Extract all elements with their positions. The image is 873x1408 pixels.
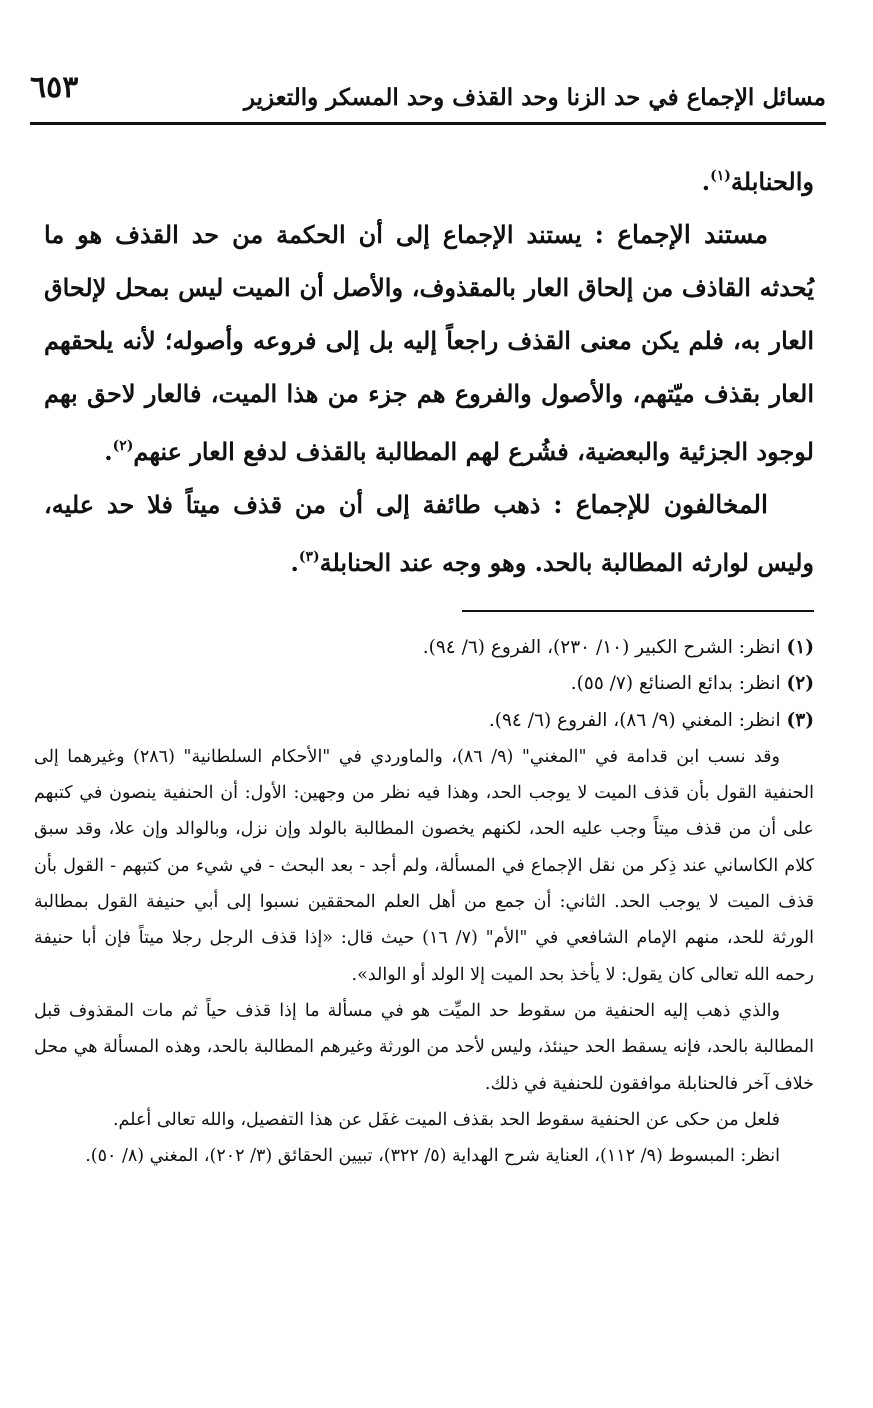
page-number: ٦٥٣: [30, 70, 79, 105]
footnote-ref-1: (١): [710, 168, 731, 184]
footnote-3-note-4: انظر: المبسوط (٩/ ١١٢)، العناية شرح الهداية (٥/ ٣٢٢)، تبيين الحقائق (٣/ ٢٠٢)، المغني (٨/ ٥٠).: [85, 1146, 780, 1167]
footnote-ref-3: (٣): [298, 549, 320, 565]
footnote-separator: [462, 610, 814, 612]
footnote-text: انظر: الشرح الكبير (١٠/ ٢٣٠)، الفروع (٦/ ٩٤).: [422, 637, 787, 658]
paragraph-hanabila: والحنابلة$^{(١)}$.: [701, 167, 814, 196]
footnote-1: [34, 630, 814, 666]
footnote-ref-2: (٢): [112, 438, 134, 454]
header-rule: [30, 122, 826, 125]
footnote-2: [34, 666, 814, 702]
section-term-dissenters: المخالفون للإجماع :: [553, 490, 768, 519]
page-header: [30, 70, 826, 122]
paragraph-basis-of-consensus: مستند الإجماع : يستند الإجماع إلى أن الحكمة من حد القذف هو ما يُحدثه القاذف من إلحاق العار بالمقذوف، والأصل أن الميت ليس بمحل لإلحاق العار به، فلم يكن معنى القذف راجعاً إليه بل إلى فروعه وأصوله؛ لأنه يلحقهم العار بقذف ميّتهم، والأصول والفروع هم جزء من هذا الميت، فالعار لاحق بهم لوجود الجزئية والبعضية، فشُرع لهم المطالبة بالقذف لدفع العار عنهم$^{(٢)}$.: [44, 220, 815, 466]
footnote-number: (٢): [786, 673, 814, 695]
section-term-basis: مستند الإجماع :: [594, 220, 768, 249]
footnote-3: [34, 703, 814, 739]
paragraph-text: ذهب طائفة إلى أن من قذف ميتاً فلا حد عليه، وليس لوارثه المطالبة بالحد. وهو وجه عند الحنابلة: [44, 490, 814, 577]
footnote-text: انظر: المغني (٩/ ٨٦)، الفروع (٦/ ٩٤).: [488, 709, 787, 731]
footnote-number: (١): [786, 637, 814, 658]
footnotes: [34, 630, 814, 1174]
running-title: مسائل الإجماع في حد الزنا وحد القذف وحد المسكر والتعزير: [243, 84, 826, 111]
paragraph-text: يستند الإجماع إلى أن الحكمة من حد القذف هو ما يُحدثه القاذف من إلحاق العار بالمقذوف، والأصل أن الميت ليس بمحل لإلحاق العار به، فلم يكن معنى القذف راجعاً إليه بل إلى فروعه وأصوله؛ لأنه يلحقهم العار بقذف ميّتهم، والأصول والفروع هم جزء من هذا الميت، فالعار لاحق بهم لوجود الجزئية والبعضية، فشُرع لهم المطالبة بالقذف لدفع العار عنهم: [44, 220, 815, 466]
footnote-text: انظر: بدائع الصنائع (٧/ ٥٥).: [570, 673, 787, 695]
main-text: [44, 150, 814, 589]
paragraph-text: والحنابلة: [730, 167, 814, 196]
paragraph-dissenters: المخالفون للإجماع : ذهب طائفة إلى أن من قذف ميتاً فلا حد عليه، وليس لوارثه المطالبة بالحد. وهو وجه عند الحنابلة$^{(٣)}$.: [44, 490, 814, 577]
footnote-3-note-3: فلعل من حكى عن الحنفية سقوط الحد بقذف الميت غفَل عن هذا التفصيل، والله تعالى أعلم.: [112, 1109, 780, 1130]
footnote-3-note-1: وقد نسب ابن قدامة في "المغني" (٩/ ٨٦)، والماوردي في "الأحكام السلطانية" (٢٨٦) وغيرهما إلى الحنفية القول بأن قذف الميت لا يوجب الحد، وهذا فيه نظر من وجهين: الأول: أن الحنفية ينصون في كتبهم على أن من قذف ميتاً وجب عليه الحد، لكنهم يخصون المطالبة بالولد وإن نزل، وبالوالد وإن علا، وقد سبق كلام الكاساني عند ذِكر من نقل الإجماع في المسألة، ولم أجد - بعد البحث - في شيء من كتبهم - القول بأن قذف الميت لا يوجب الحد. الثاني: أن جمع من أهل العلم المحققين نسبوا إلى أبي حنيفة القول بمطالبة الورثة للحد، منهم الإمام الشافعي في "الأم" (٧/ ١٦) حيث قال: «إذا قذف الرجل رجلا ميتاً فإن أبا حنيفة رحمه الله تعالى كان يقول: لا يأخذ بحد الميت إلا الولد أو الوالد».: [34, 746, 814, 985]
footnote-number: (٣): [786, 709, 814, 731]
footnote-3-note-2: والذي ذهب إليه الحنفية من سقوط حد الميِّت هو في مسألة ما إذا قذف حياً ثم مات المقذوف قبل المطالبة بالحد، فإنه يسقط الحد حينئذ، وليس لأحد من الورثة وغيرهم المطالبة بالحد، وهذه المسألة هي محل خلاف آخر فالحنابلة موافقون للحنفية في ذلك.: [34, 1000, 814, 1094]
